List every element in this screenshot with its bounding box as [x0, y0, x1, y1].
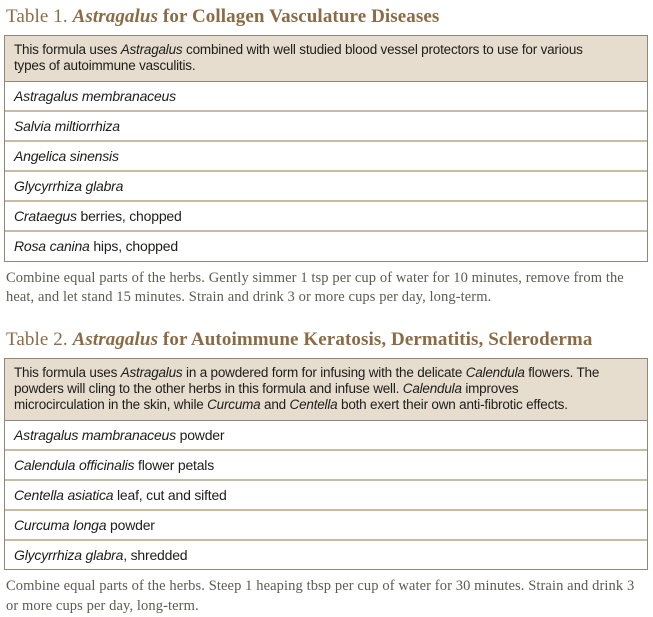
table-row: Calendula officinalis flower petals	[5, 451, 647, 481]
table1-title: Table 1. Astragalus for Collagen Vasculature Diseases	[6, 6, 440, 27]
table-row: Centella asiatica leaf, cut and sifted	[5, 481, 647, 511]
table-row: Glycyrrhiza glabra, shredded	[14, 547, 188, 564]
table1-section	[4, 6, 648, 308]
table1-description-cell	[5, 36, 647, 82]
table2	[4, 358, 648, 570]
table-row: Curcuma longa powder	[5, 511, 647, 541]
table-row: Glycyrrhiza glabra	[5, 172, 647, 202]
table2-rows	[5, 421, 647, 569]
table-row: Angelica sinensis	[5, 142, 647, 172]
table-row: Astragalus membranaceus	[5, 82, 647, 112]
table1-instructions: Combine equal parts of the herbs. Gently simmer 1 tsp per cup of water for 10 minutes, remove from the heat, and let stand 15 minutes. Strain and drink 3 or more cups per day, long-term.	[6, 269, 624, 306]
table-row: Rosa canina hips, chopped	[14, 238, 178, 255]
table1-description-text: This formula uses Astragalus combined with well studied blood vessel protectors to use for various types of autoimmune vasculitis.	[14, 42, 583, 74]
table2-title: Table 2. Astragalus for Autoimmune Keratosis, Dermatitis, Scleroderma	[6, 328, 593, 350]
table1	[4, 35, 648, 261]
table2-section	[4, 329, 648, 617]
table1-rows	[5, 82, 647, 261]
table-row: Astragalus mambranaceus powder	[5, 421, 647, 451]
table-row: Crataegus berries, chopped	[5, 202, 647, 232]
table-row: Salvia miltiorrhiza	[5, 112, 647, 142]
table2-description-cell	[5, 359, 647, 420]
table2-description-text: This formula uses Astragalus in a powdered form for infusing with the delicate Calendula flowers. The powders will cling to the other herbs in this formula and infuse well. Calendula improves microcirculation in the skin, while Curcuma and Centella both exert their own anti-fibrotic effects.	[14, 365, 600, 412]
table2-instructions: Combine equal parts of the herbs. Steep 1 heaping tbsp per cup of water for 30 minutes. Strain and drink 3 or more cups per day, long-term.	[6, 578, 635, 614]
